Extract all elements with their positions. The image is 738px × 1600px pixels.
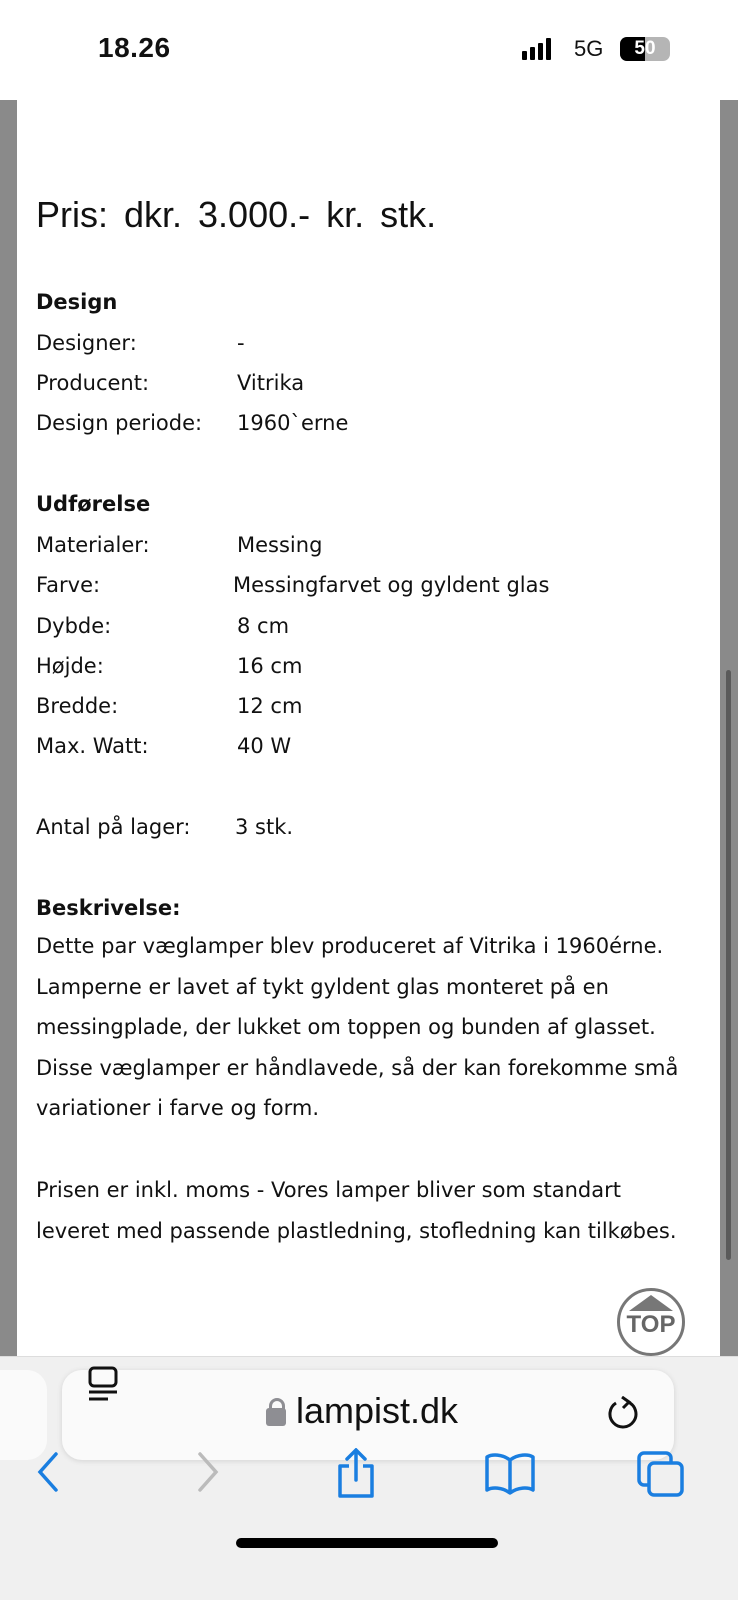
lock-icon (266, 1408, 286, 1426)
battery-icon (620, 37, 670, 61)
spec-value: 8 cm (237, 614, 290, 638)
spec-value: Messing (237, 533, 323, 557)
clock: 18.26 (98, 32, 171, 63)
page-content (17, 100, 720, 1356)
home-indicator[interactable] (236, 1538, 498, 1548)
spec-row (36, 331, 245, 355)
spec-row (36, 573, 550, 597)
spec-value: 40 W (237, 734, 292, 758)
spec-label: Producent: (36, 371, 150, 395)
spec-label: Højde: (36, 654, 104, 678)
spec-row (36, 734, 292, 758)
spec-row (36, 694, 303, 718)
spec-label: Farve: (36, 573, 101, 597)
stock-label: Antal på lager: (36, 815, 191, 839)
description-heading: Beskrivelse: (36, 896, 181, 920)
spec-label: Designer: (36, 331, 137, 355)
spec-row (36, 411, 349, 435)
spec-row (36, 654, 303, 678)
spec-label: Materialer: (36, 533, 150, 557)
scrollbar[interactable] (726, 670, 731, 1260)
battery-level: 50 (634, 38, 656, 59)
price: Pris: dkr. 3.000.- kr. stk. (36, 194, 437, 235)
spec-row (36, 371, 305, 395)
spec-label: Bredde: (36, 694, 119, 718)
spec-value: 1960`erne (237, 411, 349, 435)
network-type: 5G (574, 36, 604, 61)
top-label: TOP (626, 1311, 676, 1338)
spec-value: 12 cm (237, 694, 303, 718)
udforelse-heading: Udførelse (36, 492, 151, 516)
back-to-top-button[interactable] (617, 1288, 685, 1356)
signal-icon (522, 38, 551, 60)
spec-row (36, 533, 323, 557)
share-icon[interactable] (334, 1448, 378, 1500)
spec-value: Messingfarvet og gyldent glas (233, 573, 550, 597)
spec-value: 16 cm (237, 654, 303, 678)
reload-icon[interactable] (606, 1396, 640, 1432)
back-icon[interactable] (34, 1450, 64, 1494)
tabs-icon[interactable] (636, 1450, 686, 1498)
bookmarks-icon[interactable] (484, 1452, 536, 1496)
stock-row (36, 815, 294, 839)
description-text: Dette par væglamper blev produceret af Vitrika i 1960érne. Lamperne er lavet af tykt gyldent glas monteret på en messingplade, der lukket om toppen og bunden af glasset. Disse væglamper er håndlavede, så der kan forekomme små variationer i farve og form. (36, 934, 679, 1120)
previous-tab-preview[interactable] (0, 1370, 47, 1460)
reader-menu-icon[interactable] (86, 1366, 120, 1406)
price-note: Prisen er inkl. moms - Vores lamper bliver som standart leveret med passende plastledning, stofledning kan tilkøbes. (36, 1178, 677, 1243)
spec-value: Vitrika (237, 371, 305, 395)
forward-icon[interactable] (192, 1450, 222, 1494)
spec-row (36, 614, 290, 638)
spec-label: Dybde: (36, 614, 112, 638)
spec-label: Max. Watt: (36, 734, 149, 758)
spec-value: - (237, 331, 245, 355)
spec-label: Design periode: (36, 411, 203, 435)
design-heading: Design (36, 290, 118, 314)
url-text[interactable]: lampist.dk (296, 1390, 459, 1431)
stock-value: 3 stk. (235, 815, 294, 839)
arrow-up-icon (629, 1295, 673, 1311)
webpage[interactable] (0, 100, 738, 1356)
status-bar (0, 0, 738, 100)
